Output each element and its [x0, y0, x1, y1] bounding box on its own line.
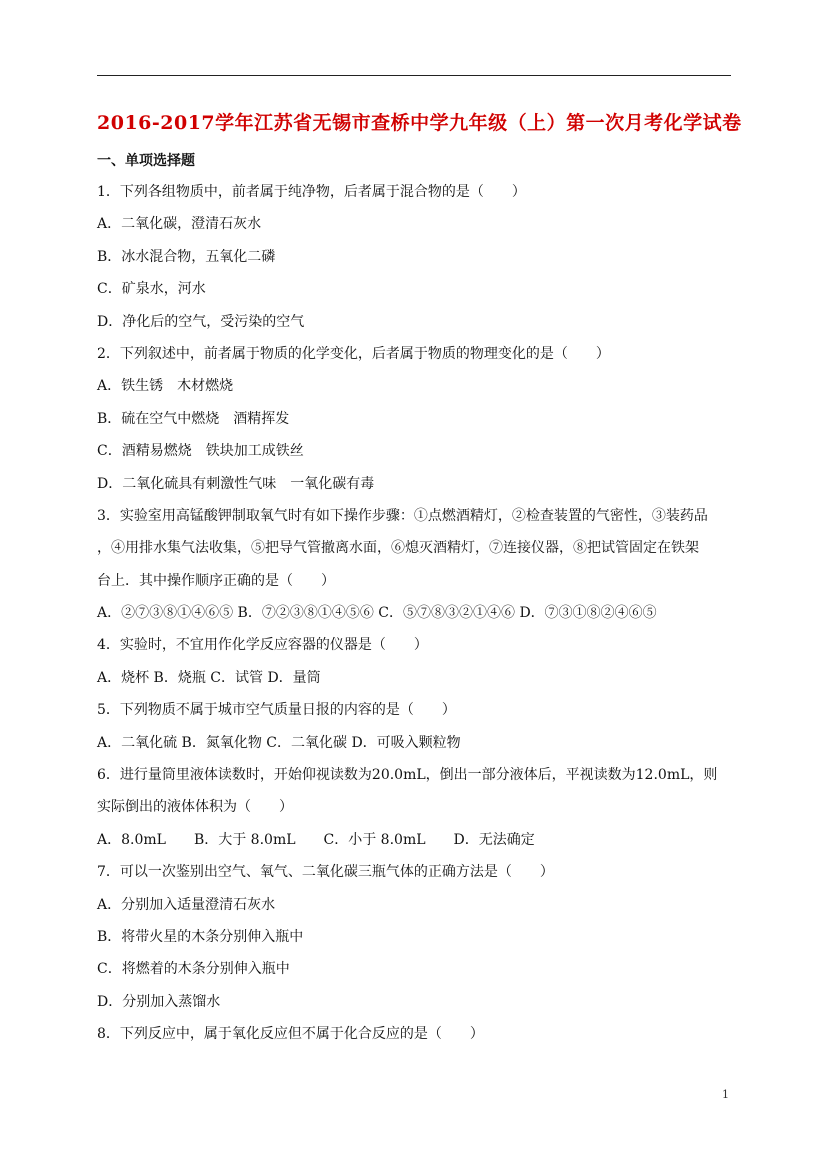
text-line: C．酒精易燃烧 铁块加工成铁丝 — [97, 443, 304, 460]
text-line: 7．可以一次鉴别出空气、氧气、二氧化碳三瓶气体的正确方法是（ ） — [97, 864, 554, 881]
text-line: D．分别加入蒸馏水 — [97, 993, 221, 1010]
text-line: A．分别加入适量澄清石灰水 — [97, 896, 276, 913]
text-line: A．②⑦③⑧①④⑥⑤ B．⑦②③⑧①④⑤⑥ C．⑤⑦⑧③②①④⑥ D．⑦③①⑧②④⑥⑤ — [97, 605, 657, 622]
text-line: 4．实验时，不宜用作化学反应容器的仪器是（ ） — [97, 637, 428, 654]
text-line: B．将带火星的木条分别伸入瓶中 — [97, 928, 304, 945]
text-line: D．二氧化硫具有刺激性气味 一氧化碳有毒 — [97, 475, 375, 492]
text-line: 1．下列各组物质中，前者属于纯净物，后者属于混合物的是（ ） — [97, 184, 526, 200]
text-line: A．8.0mL B．大于 8.0mL C．小于 8.0mL D．无法确定 — [97, 831, 535, 848]
text-line: C．矿泉水，河水 — [97, 281, 206, 298]
text-line: 8．下列反应中，属于氧化反应但不属于化合反应的是（ ） — [97, 1026, 484, 1043]
text-line: C．将燃着的木条分别伸入瓶中 — [97, 961, 290, 978]
text-line: D．净化后的空气，受污染的空气 — [97, 313, 305, 330]
text-line: 2．下列叙述中，前者属于物质的化学变化，后者属于物质的物理变化的是（ ） — [97, 345, 610, 362]
text-line: A．二氧化硫 B．氮氧化物 C．二氧化碳 D．可吸入颗粒物 — [97, 734, 461, 751]
text-line: A．烧杯 B．烧瓶 C．试管 D．量筒 — [97, 669, 321, 686]
text-line: 3．实验室用高锰酸钾制取氧气时有如下操作步骤：①点燃酒精灯，②检查装置的气密性，③装药品 — [97, 507, 708, 524]
text-line: B．硫在空气中燃烧 酒精挥发 — [97, 410, 290, 427]
text-line: 5．下列物质不属于城市空气质量日报的内容的是（ ） — [97, 702, 456, 719]
text-line: 6．进行量筒里液体读数时，开始仰视读数为20.0mL，倒出一部分液体后，平视读数为12.0mL，则 — [97, 767, 718, 784]
document-title: 2016-2017学年江苏省无锡市查桥中学九年级（上）第一次月考化学试卷 — [97, 112, 742, 134]
text-line: B．冰水混合物，五氧化二磷 — [97, 248, 276, 265]
question-content — [97, 176, 731, 1051]
text-line: 实际倒出的液体体积为（ ） — [97, 799, 293, 816]
page-number: 1 — [722, 1088, 729, 1101]
text-line: 台上．其中操作顺序正确的是（ ） — [97, 572, 335, 589]
section-title: 一、单项选择题 — [97, 153, 195, 169]
text-line: ，④用排水集气法收集，⑤把导气管撤离水面，⑥熄灭酒精灯，⑦连接仪器，⑧把试管固定在铁架 — [97, 540, 699, 557]
text-line: A．铁生锈 木材燃烧 — [97, 378, 234, 395]
header-rule — [97, 75, 731, 76]
text-line: A．二氧化碳，澄清石灰水 — [97, 216, 262, 233]
